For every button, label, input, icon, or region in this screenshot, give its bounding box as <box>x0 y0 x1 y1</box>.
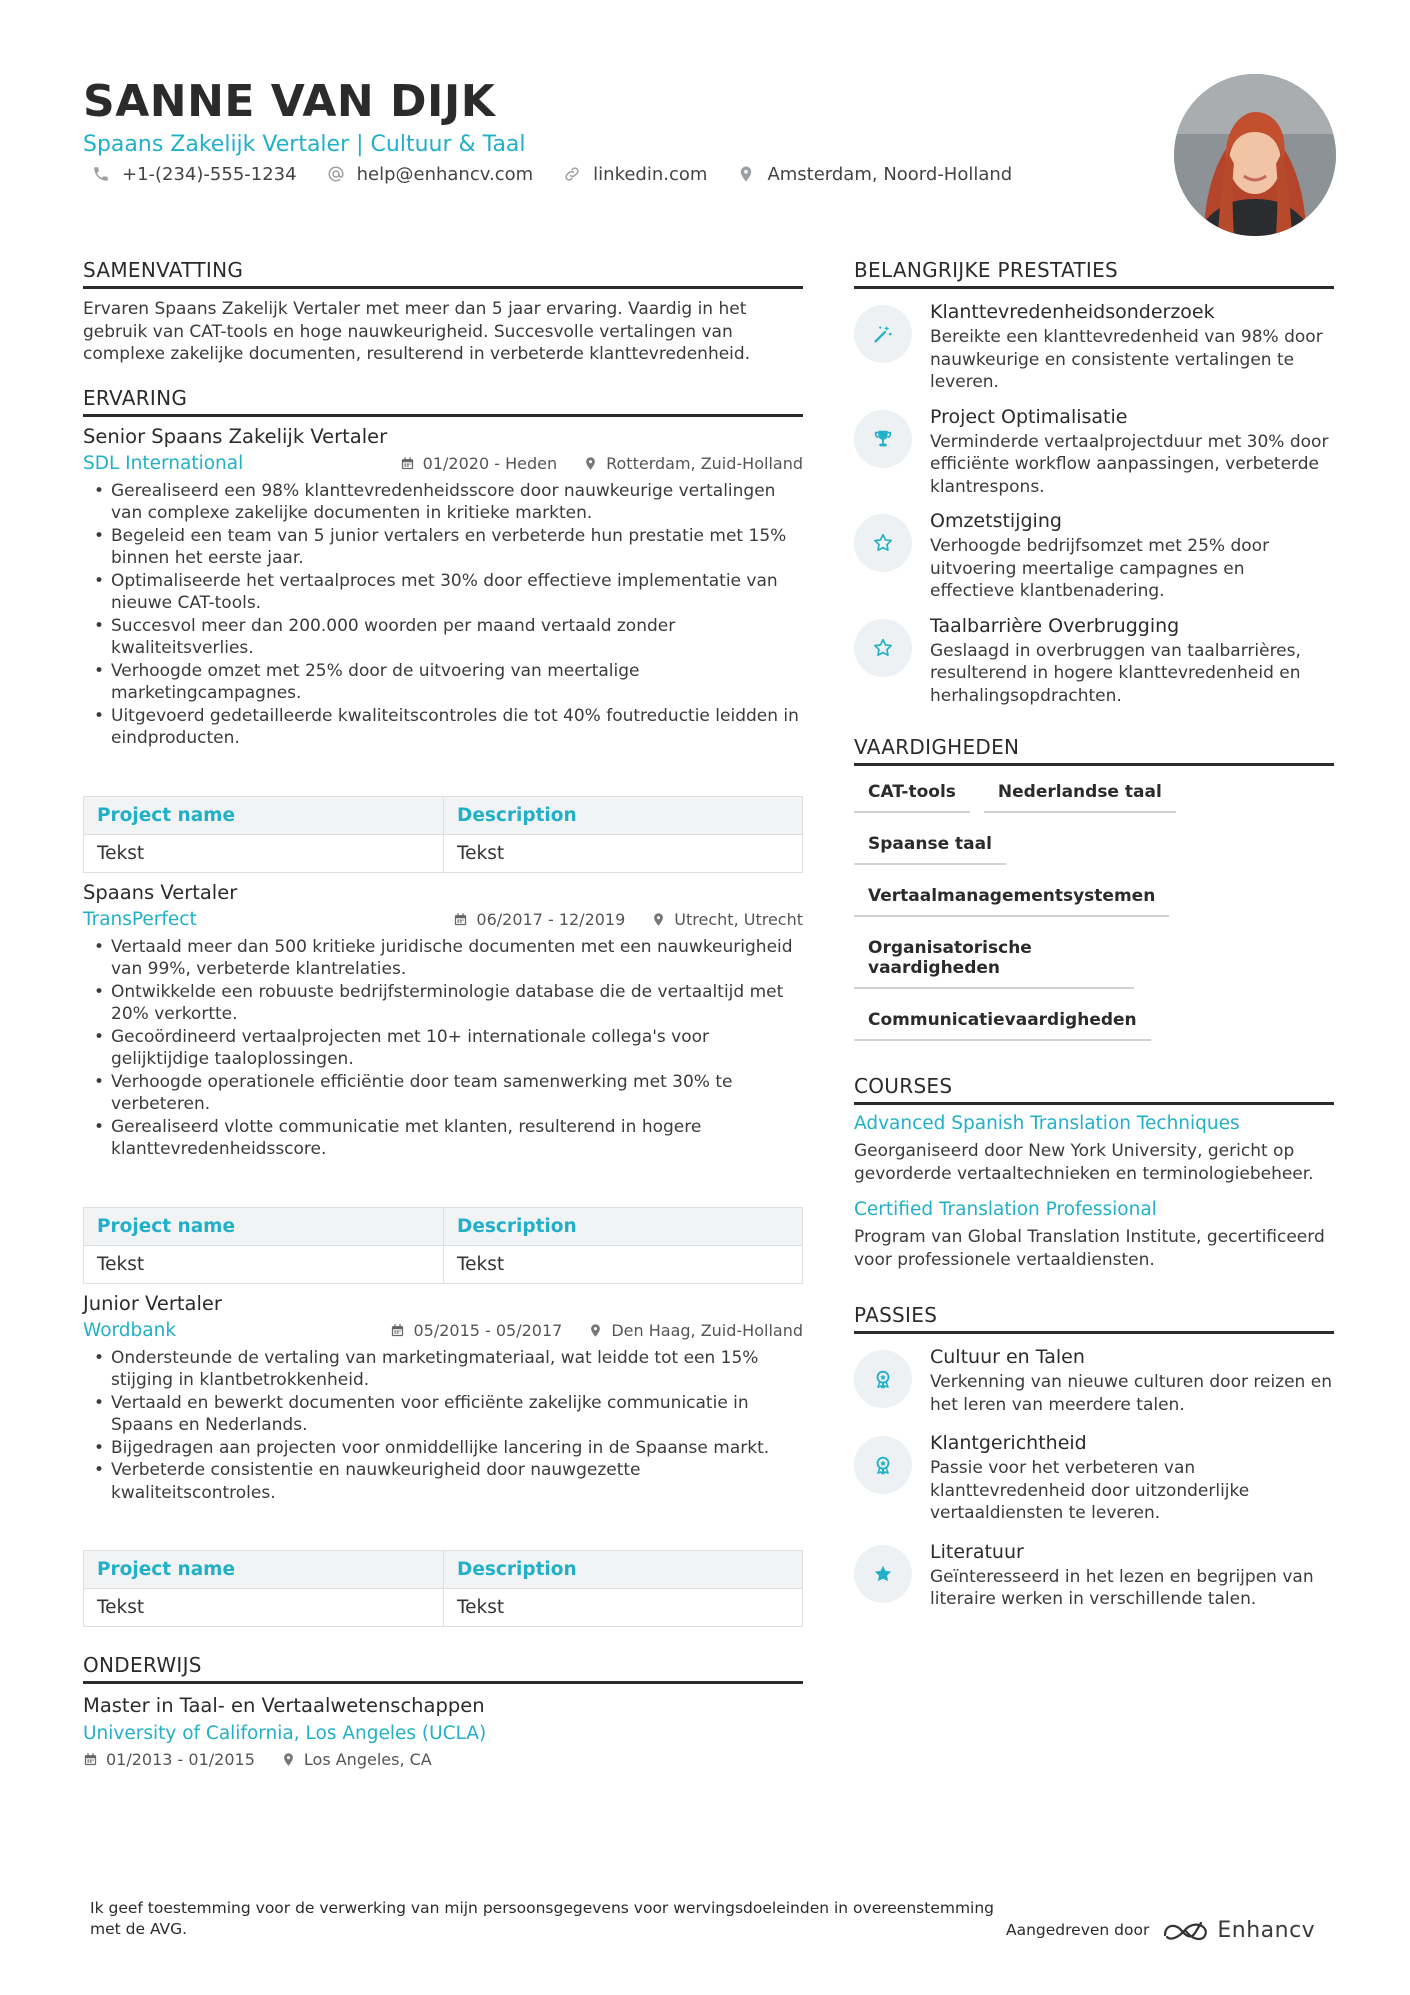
star-outline-icon <box>854 619 912 677</box>
linkedin-text: linkedin.com <box>593 163 708 185</box>
at-sign-icon <box>325 163 347 185</box>
project-description-header: Description <box>444 1207 803 1245</box>
email-text: help@enhancv.com <box>356 163 534 185</box>
section-title-summary: SAMENVATTING <box>83 258 803 289</box>
job-bullet: • Bijgedragen aan projecten voor onmiddellijke lancering in de Spaanse markt. <box>83 1437 803 1460</box>
passion-item <box>854 1432 1334 1525</box>
achievement-text: Bereikte een klanttevredenheid van 98% door nauwkeurige en consistente vertalingen te leveren. <box>930 327 1323 392</box>
job-bullets <box>83 480 803 750</box>
section-title-achievements: BELANGRIJKE PRESTATIES <box>854 258 1334 289</box>
job-dates <box>453 910 625 929</box>
infinity-logo-icon <box>1161 1917 1209 1943</box>
passion-item <box>854 1346 1334 1416</box>
contact-linkedin[interactable] <box>561 163 707 185</box>
passion-item <box>854 1541 1334 1611</box>
passion-text: Passie voor het verbeteren van klanttevredenheid door uitzonderlijke vertaaldiensten te leveren. <box>930 1458 1250 1523</box>
skill-tag: Nederlandse taal <box>984 774 1176 813</box>
project-description-header: Description <box>444 796 803 834</box>
skills-list <box>854 774 1334 1054</box>
achievement-title: Klanttevredenheidsonderzoek <box>930 301 1215 323</box>
job-location <box>651 910 803 929</box>
job-bullet: • Gerealiseerd vlotte communicatie met klanten, resulterend in hogere klanttevredenheidsscore. <box>83 1116 803 1161</box>
job-dates-text: 05/2015 - 05/2017 <box>413 1320 563 1340</box>
job-meta <box>364 1321 803 1340</box>
project-table <box>83 1550 803 1627</box>
project-description-cell: Tekst <box>444 1245 803 1283</box>
achievement-item <box>854 406 1334 499</box>
job-entry <box>83 881 803 1284</box>
left-column <box>83 258 803 1769</box>
job-bullet: • Gerealiseerd een 98% klanttevredenheidsscore door nauwkeurige vertalingen van complexe zakelijke documenten in kritieke markten. <box>83 480 803 525</box>
enhancv-logo <box>1161 1917 1315 1943</box>
job-dates <box>400 454 557 473</box>
skill-tag: Organisatorische vaardigheden <box>854 930 1134 989</box>
achievement-text: Geslaagd in overbruggen van taalbarrières, resulterend in hogere klanttevredenheid en herhalingsopdrachten. <box>930 640 1301 706</box>
job-bullet: • Gecoördineerd vertaalprojecten met 10+ internationale collega's voor gelijktijdige taaloplossingen. <box>83 1026 803 1071</box>
location-pin-icon <box>651 912 666 927</box>
project-name-cell: Tekst <box>84 1589 444 1627</box>
job-bullets <box>83 936 803 1161</box>
job-location-text: Den Haag, Zuid-Holland <box>611 1320 803 1340</box>
project-table <box>83 796 803 873</box>
job-bullets <box>83 1347 803 1505</box>
achievement-item <box>854 510 1334 603</box>
job-meta-row <box>83 1320 803 1341</box>
passion-title: Literatuur <box>930 1540 1024 1563</box>
location-text: Amsterdam, Noord-Holland <box>767 163 1013 185</box>
achievement-title: Omzetstijging <box>930 510 1062 532</box>
passion-title: Klantgerichtheid <box>930 1432 1087 1454</box>
job-meta <box>427 910 803 929</box>
education-location <box>281 1750 432 1769</box>
job-location-text: Rotterdam, Zuid-Holland <box>606 453 803 473</box>
job-location-text: Utrecht, Utrecht <box>674 909 803 929</box>
skill-tag: CAT-tools <box>854 774 970 813</box>
passion-text: Geïnteresseerd in het lezen en begrijpen van literaire werken in verschillende talen. <box>930 1566 1314 1609</box>
achievement-item <box>854 615 1334 708</box>
job-bullet: • Vertaald en bewerkt documenten voor efficiënte zakelijke communicatie in Spaans en Nederlands. <box>83 1392 803 1437</box>
project-name-cell: Tekst <box>84 1245 444 1283</box>
job-dates-text: 01/2020 - Heden <box>422 453 558 473</box>
section-title-education: ONDERWIJS <box>83 1653 803 1684</box>
award-badge-icon <box>854 1436 912 1494</box>
star-filled-icon <box>854 1545 912 1603</box>
calendar-icon <box>400 456 415 471</box>
powered-by-label: Aangedreven door <box>1006 1921 1150 1939</box>
job-company: TransPerfect <box>83 908 197 930</box>
project-description-cell: Tekst <box>444 834 803 872</box>
calendar-icon <box>83 1752 98 1767</box>
phone-text: +1-(234)-555-1234 <box>122 163 297 185</box>
education-location-text: Los Angeles, CA <box>303 1750 432 1769</box>
achievement-title: Project Optimalisatie <box>930 405 1128 428</box>
section-title-skills: VAARDIGHEDEN <box>854 735 1334 766</box>
project-name-header: Project name <box>84 1551 444 1589</box>
link-icon <box>561 163 583 185</box>
course-title: Certified Translation Professional <box>854 1199 1157 1220</box>
award-badge-icon <box>854 1350 912 1408</box>
job-bullet: • Succesvol meer dan 200.000 woorden per maand vertaald zonder kwaliteitsverlies. <box>83 615 803 660</box>
job-company: SDL International <box>83 452 244 474</box>
job-location <box>588 1321 803 1340</box>
job-bullet: • Vertaald meer dan 500 kritieke juridische documenten met een nauwkeurigheid van 99%, verbeterde klantrelaties. <box>83 936 803 981</box>
skill-tag: Communicatievaardigheden <box>854 1002 1151 1041</box>
education-dates-text: 01/2013 - 01/2015 <box>106 1750 255 1769</box>
contact-phone <box>90 163 297 185</box>
education-dates <box>83 1750 255 1769</box>
project-description-cell: Tekst <box>444 1589 803 1627</box>
education-meta <box>83 1750 803 1769</box>
location-pin-icon <box>281 1752 296 1767</box>
job-dates <box>390 1321 562 1340</box>
skill-tag: Vertaalmanagementsystemen <box>854 878 1169 917</box>
job-bullet: • Uitgevoerd gedetailleerde kwaliteitscontroles die tot 40% foutreductie leidden in eindproducten. <box>83 705 803 750</box>
passion-title: Cultuur en Talen <box>930 1346 1085 1368</box>
job-entry <box>83 425 803 873</box>
trophy-icon <box>854 410 912 468</box>
skill-tag: Spaanse taal <box>854 826 1006 865</box>
job-bullet: • Ondersteunde de vertaling van marketingmateriaal, wat leidde tot een 15% stijging in klantbetrokkenheid. <box>83 1347 803 1392</box>
consent-text: Ik geef toestemming voor de verwerking van mijn persoonsgegevens voor wervingsdoeleinden in overeenstemming met de AVG. <box>90 1899 995 1938</box>
job-role: Junior Vertaler <box>83 1291 222 1315</box>
project-table <box>83 1207 803 1284</box>
location-pin-icon <box>588 1323 603 1338</box>
job-bullet: • Verhoogde operationele efficiëntie door team samenwerking met 30% te verbeteren. <box>83 1071 803 1116</box>
achievement-text: Verminderde vertaalprojectduur met 30% door efficiënte workflow aanpassingen, verbeterde klantrespons. <box>930 431 1329 497</box>
achievement-title: Taalbarrière Overbrugging <box>930 614 1180 637</box>
magic-wand-icon <box>854 305 912 363</box>
job-role: Spaans Vertaler <box>83 880 238 904</box>
achievement-text: Verhoogde bedrijfsomzet met 25% door uitvoering meertalige campagnes en effectieve klantbenadering. <box>930 536 1270 601</box>
course-text: Georganiseerd door New York University, gericht op gevorderde vertaaltechnieken en terminologiebeheer. <box>854 1141 1314 1184</box>
course-text: Program van Global Translation Institute, gecertificeerd voor professionele vertaaldiensten. <box>854 1227 1325 1270</box>
job-location <box>583 454 803 473</box>
contact-location <box>735 163 1012 185</box>
section-title-passions: PASSIES <box>854 1303 1334 1334</box>
candidate-name: SANNE VAN DIJK <box>83 76 496 127</box>
calendar-icon <box>390 1323 405 1338</box>
summary-text: Ervaren Spaans Zakelijk Vertaler met meer dan 5 jaar ervaring. Vaardig in het gebruik van CAT-tools en hoge nauwkeurigheid. Succesvolle vertalingen van complexe zakelijke documenten, resulterend in verbeterde klanttevredenheid. <box>83 299 751 364</box>
job-dates-text: 06/2017 - 12/2019 <box>476 909 626 929</box>
powered-by[interactable] <box>1006 1917 1315 1943</box>
phone-icon <box>90 163 112 185</box>
project-name-header: Project name <box>84 796 444 834</box>
profile-photo <box>1174 74 1336 236</box>
section-title-experience: ERVARING <box>83 386 803 417</box>
job-meta-row <box>83 909 803 930</box>
job-bullet: • Verbeterde consistentie en nauwkeurigheid door nauwgezette kwaliteitscontroles. <box>83 1459 803 1504</box>
passion-text: Verkenning van nieuwe culturen door reizen en het leren van meerdere talen. <box>930 1372 1332 1415</box>
education-school: University of California, Los Angeles (UCLA) <box>83 1723 487 1744</box>
job-meta-row <box>83 453 803 474</box>
job-bullet: • Ontwikkelde een robuuste bedrijfsterminologie database die de vertaaltijd met 20% verkortte. <box>83 981 803 1026</box>
candidate-title: Spaans Zakelijk Vertaler | Cultuur & Taal <box>83 132 526 157</box>
job-bullet: • Begeleid een team van 5 junior vertalers en verbeterde hun prestatie met 15% binnen het eerste jaar. <box>83 525 803 570</box>
job-bullet: • Optimaliseerde het vertaalproces met 30% door effectieve implementatie van nieuwe CAT-tools. <box>83 570 803 615</box>
contact-row <box>90 163 1040 185</box>
star-outline-icon <box>854 514 912 572</box>
calendar-icon <box>453 912 468 927</box>
course-title: Advanced Spanish Translation Techniques <box>854 1113 1240 1134</box>
job-entry <box>83 1292 803 1628</box>
contact-email[interactable] <box>325 163 534 185</box>
job-meta <box>374 454 803 473</box>
education-degree: Master in Taal- en Vertaalwetenschappen <box>83 1694 485 1717</box>
brand-name: Enhancv <box>1217 1917 1316 1943</box>
project-name-header: Project name <box>84 1207 444 1245</box>
location-pin-icon <box>583 456 598 471</box>
location-pin-icon <box>735 163 757 185</box>
project-description-header: Description <box>444 1551 803 1589</box>
project-name-cell: Tekst <box>84 834 444 872</box>
right-column <box>854 258 1334 1611</box>
job-role: Senior Spaans Zakelijk Vertaler <box>83 424 388 448</box>
achievement-item <box>854 301 1334 394</box>
job-company: Wordbank <box>83 1319 177 1341</box>
job-bullet: • Verhoogde omzet met 25% door de uitvoering van meertalige marketingcampagnes. <box>83 660 803 705</box>
section-title-courses: COURSES <box>854 1074 1334 1105</box>
